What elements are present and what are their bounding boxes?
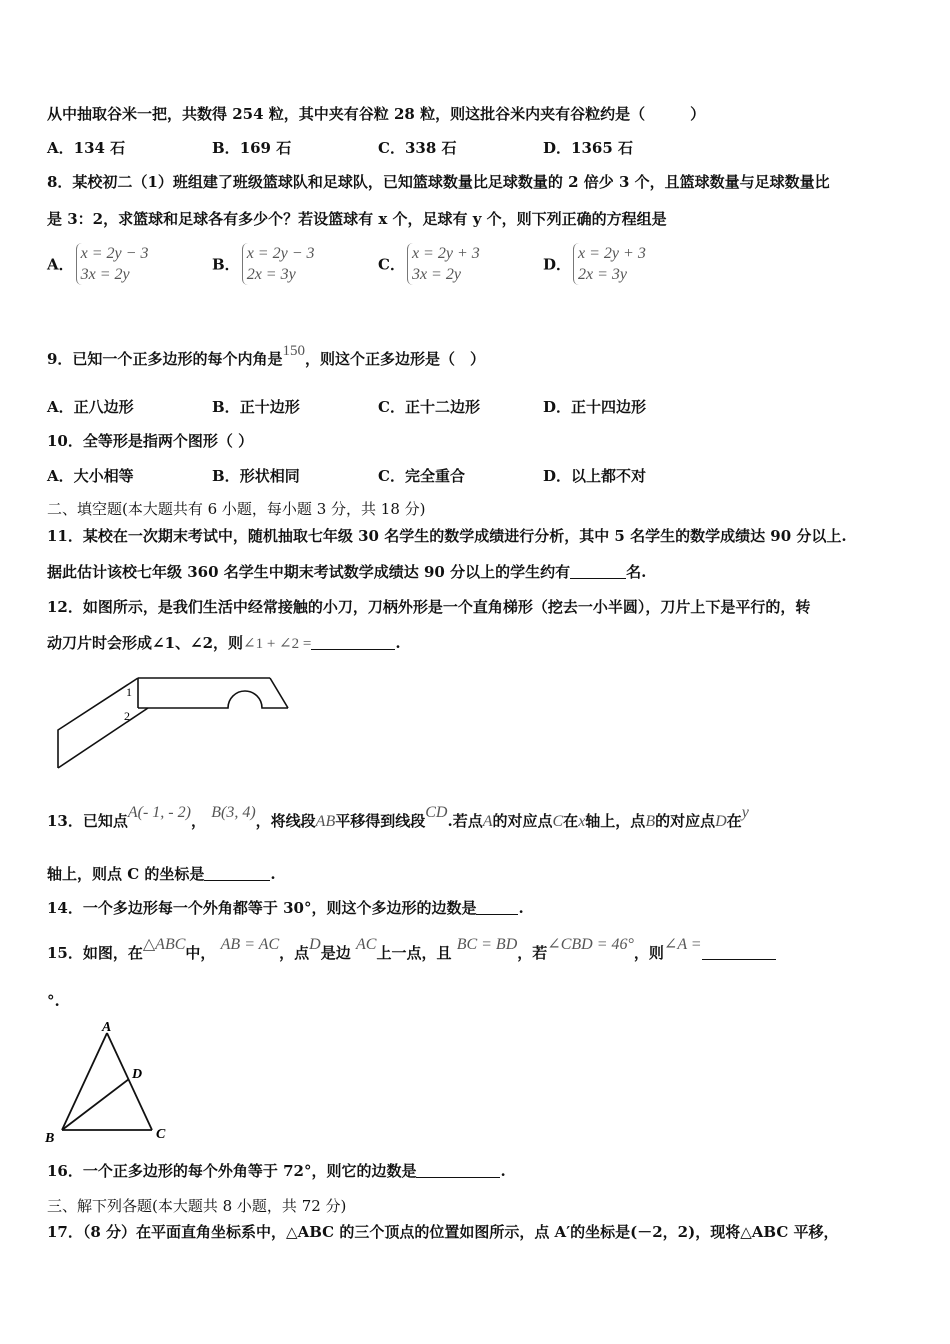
q7-option-b: B．169 石 <box>212 139 292 157</box>
q10-option-b: B．形状相同 <box>212 467 300 485</box>
vertex-b-label: B <box>45 1131 55 1146</box>
knife-figure <box>50 670 300 775</box>
q10-option-d: D．以上都不对 <box>543 467 647 485</box>
q11-line1: 11．某校在一次期末考试中，随机抽取七年级 30 名学生的数学成绩进行分析，其中 5 名学生的数学成绩达 90 分以上. <box>47 527 847 545</box>
q14-stem: 14．一个多边形每一个外角都等于 30°，则这个多边形的边数是 . <box>47 899 524 917</box>
q9-option-b: B．正十边形 <box>212 398 300 416</box>
q15-answer-blank <box>702 945 776 960</box>
q13-line2: 轴上，则点 C 的坐标是 . <box>47 865 276 883</box>
q7-option-a: A．134 石 <box>47 139 126 157</box>
q15-line2: °. <box>47 992 60 1010</box>
q8-option-a: A．x = 2y − 3 3x = 2y <box>47 245 149 283</box>
q12-expression: ∠1 + ∠2 = <box>243 636 312 652</box>
section-3-heading: 三、解下列各题(本大题共 8 小题，共 72 分) <box>47 1197 347 1215</box>
q9-option-a: A．正八边形 <box>47 398 134 416</box>
vertex-d-label: D <box>132 1067 143 1082</box>
triangle-figure <box>40 1018 180 1148</box>
q10-option-a: A．大小相等 <box>47 467 134 485</box>
q8-option-d: D．x = 2y + 3 2x = 3y <box>543 245 646 283</box>
q7-option-c: C．338 石 <box>378 139 457 157</box>
angle-2-label: 2 <box>124 709 130 723</box>
q8-line1: 8．某校初二（1）班组建了班级篮球队和足球队，已知篮球数量比足球数量的 2 倍少 3 个，且篮球数量与足球数量比 <box>47 173 830 191</box>
q12-line1: 12．如图所示，是我们生活中经常接触的小刀，刀柄外形是一个直角梯形（挖去一小半圆），刀片上下是平行的，转 <box>47 598 811 616</box>
vertex-a-label: A <box>102 1020 112 1035</box>
q10-stem: 10．全等形是指两个图形（ ） <box>47 432 254 450</box>
q13-line1: 13．已知点A(- 1, - 2)， B(3, 4)，将线段AB平移得到线段CD.若点A的对应点C在x轴上，点B的对应点D在y <box>47 804 749 830</box>
q8-option-b: B．x = 2y − 3 2x = 3y <box>212 245 315 283</box>
section-2-heading: 二、填空题(本大题共有 6 小题，每小题 3 分，共 18 分) <box>47 500 426 518</box>
q9-stem: 9．已知一个正多边形的每个内角是150，则这个正多边形是（ ） <box>47 343 485 368</box>
vertex-c-label: C <box>156 1127 166 1142</box>
q14-answer-blank <box>476 900 518 915</box>
q9-option-c: C．正十二边形 <box>378 398 480 416</box>
q9-angle: 150 <box>282 343 305 359</box>
q8-line2: 是 3：2，求篮球和足球各有多少个？若设篮球有 x 个，足球有 y 个，则下列正确的方程组是 <box>47 210 667 228</box>
q10-option-c: C．完全重合 <box>378 467 465 485</box>
q15-line1: 15．如图，在△ABC中， AB = AC，点D是边 AC上一点，且 BC = BD，若∠CBD = 46°，则∠A = <box>47 942 910 963</box>
q8-option-c: C．x = 2y + 3 3x = 2y <box>378 245 480 283</box>
q16-stem: 16．一个正多边形的每个外角等于 72°，则它的边数是 . <box>47 1162 506 1180</box>
q9-option-d: D．正十四边形 <box>543 398 647 416</box>
q7-stem: 从中抽取谷米一把，共数得 254 粒，其中夹有谷粒 28 粒，则这批谷米内夹有谷粒约是（ ） <box>47 105 706 123</box>
q16-answer-blank <box>416 1163 500 1178</box>
q12-answer-blank <box>311 635 395 650</box>
angle-1-label: 1 <box>126 685 132 699</box>
q17-stem: 17．（8 分）在平面直角坐标系中，△ABC 的三个顶点的位置如图所示，点 A′的坐标是(－2，2)，现将△ABC 平移， <box>47 1223 839 1241</box>
q11-answer-blank <box>570 564 626 579</box>
q7-option-d: D．1365 石 <box>543 139 633 157</box>
q12-line2: 动刀片时会形成∠1、∠2，则∠1 + ∠2 = . <box>47 634 401 652</box>
q13-answer-blank <box>204 866 270 881</box>
q11-line2: 据此估计该校七年级 360 名学生中期末考试数学成绩达 90 分以上的学生约有 名. <box>47 563 647 581</box>
